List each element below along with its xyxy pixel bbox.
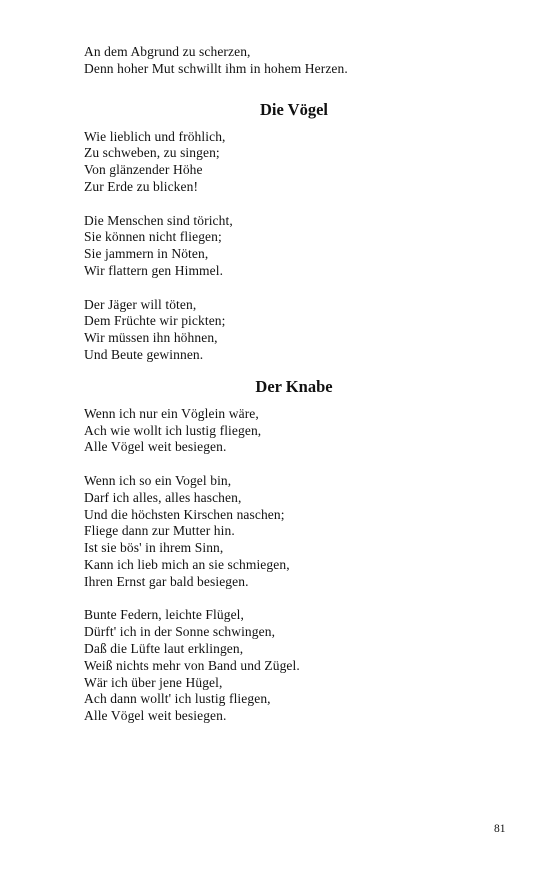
verse-line: Wenn ich nur ein Vöglein wäre, bbox=[84, 405, 259, 421]
verse-line: Alle Vögel weit besiegen. bbox=[84, 439, 227, 455]
verse-line: Ihren Ernst gar bald besiegen. bbox=[84, 573, 249, 589]
verse-line: An dem Abgrund zu scherzen, bbox=[84, 44, 251, 59]
verse-line: Wir müssen ihn höhnen, bbox=[84, 330, 218, 346]
verse-line: Wenn ich so ein Vogel bin, bbox=[84, 472, 232, 488]
verse-line: Daß die Lüfte laut erklingen, bbox=[84, 640, 244, 656]
verse-line: Sie jammern in Nöten, bbox=[84, 246, 209, 262]
verse-line: Dem Früchte wir pickten; bbox=[84, 313, 226, 329]
stanza bbox=[84, 473, 504, 591]
verse-line: Wär ich über jene Hügel, bbox=[84, 674, 223, 690]
verse-line: Sie können nicht fliegen; bbox=[84, 229, 222, 245]
verse-line: Von glänzender Höhe bbox=[84, 162, 203, 178]
intro-stanza bbox=[84, 44, 504, 78]
verse-line: Denn hoher Mut schwillt ihm in hohem Herzen. bbox=[84, 60, 348, 76]
verse-line: Dürft' ich in der Sonne schwingen, bbox=[84, 624, 276, 640]
verse-line: Und Beute gewinnen. bbox=[84, 346, 204, 362]
verse-line: Bunte Federn, leichte Flügel, bbox=[84, 607, 244, 623]
verse-line: Ach dann wollt' ich lustig fliegen, bbox=[84, 691, 271, 707]
verse-line: Weiß nichts mehr von Band und Zügel. bbox=[84, 657, 300, 673]
verse-line: Ach wie wollt ich lustig fliegen, bbox=[84, 422, 262, 438]
verse-line: Fliege dann zur Mutter hin. bbox=[84, 523, 235, 539]
stanza bbox=[84, 607, 504, 725]
verse-line: Kann ich lieb mich an sie schmiegen, bbox=[84, 556, 290, 572]
verse-line: Zur Erde zu blicken! bbox=[84, 178, 199, 194]
poem-title-die-voegel: Die Vögel bbox=[260, 99, 328, 119]
verse-line: Darf ich alles, alles haschen, bbox=[84, 489, 242, 505]
poem-der-knabe bbox=[84, 406, 504, 725]
verse-line: Der Jäger will töten, bbox=[84, 296, 197, 312]
verse-line: Die Menschen sind töricht, bbox=[84, 212, 233, 228]
verse-line: Und die höchsten Kirschen naschen; bbox=[84, 506, 285, 522]
verse-line: Wie lieblich und fröhlich, bbox=[84, 128, 226, 144]
page-content bbox=[84, 44, 504, 725]
verse-line: Zu schweben, zu singen; bbox=[84, 145, 220, 161]
stanza bbox=[84, 297, 504, 364]
stanza bbox=[84, 406, 504, 456]
stanza bbox=[84, 213, 504, 280]
poem-title-der-knabe: Der Knabe bbox=[255, 376, 333, 396]
verse-line: Ist sie bös' in ihrem Sinn, bbox=[84, 540, 224, 556]
poem-die-voegel bbox=[84, 129, 504, 364]
page-number: 81 bbox=[494, 823, 506, 835]
verse-line: Wir flattern gen Himmel. bbox=[84, 262, 224, 278]
stanza bbox=[84, 129, 504, 196]
verse-line: Alle Vögel weit besiegen. bbox=[84, 708, 227, 724]
